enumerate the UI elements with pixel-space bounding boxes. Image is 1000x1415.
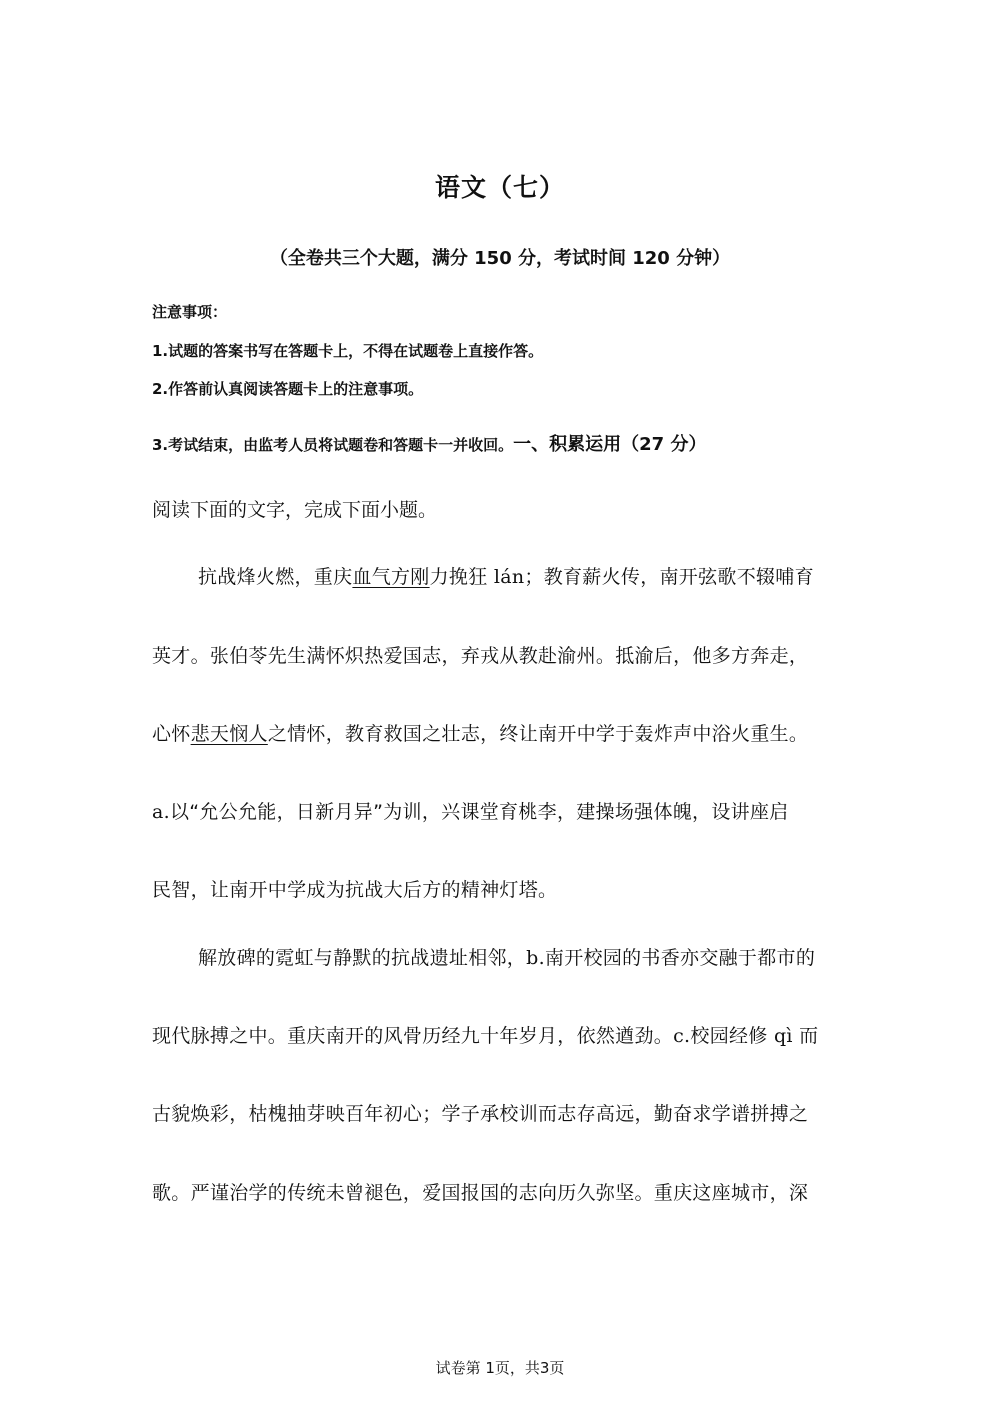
notice-heading: 注意事项： [152,303,228,321]
pinyin-blank: lán [493,566,525,588]
underlined-phrase: 悲天悯人 [190,723,268,745]
passage-text: 之情怀，教育救国之壮志，终让南开中学于轰炸声中浴火重生。 [267,723,809,745]
passage-line-1 [198,562,814,589]
sentence-marker: b. [526,947,545,969]
passage-line-9: 歌。严谨治学的传统未曾褪色，爱国报国的志向历久弥坚。重庆这座城市，深 [152,1182,809,1204]
passage-line-3 [152,719,808,746]
passage-text: 而 [792,1025,819,1047]
underlined-phrase: 血气方刚 [352,566,430,588]
pinyin-blank: qì [773,1025,793,1047]
notice-item-3: 3.考试结束，由监考人员将试题卷和答题卡一并收回。 [152,436,514,454]
exam-subtitle: （全卷共三个大题，满分 150 分，考试时间 120 分钟） [269,248,731,269]
passage-text: ；教育薪火传，南开弦歌不辍哺育 [524,566,814,588]
notice-item-3-line [152,430,706,456]
notice-item-1: 1.试题的答案书写在答题卡上，不得在试题卷上直接作答。 [152,342,544,360]
page-footer: 试卷第 1页，共3页 [435,1359,565,1377]
passage-line-8: 古貌焕彩，枯槐抽芽映百年初心；学子承校训而志存高远，勤奋求学谱拼搏之 [152,1103,809,1125]
passage-line-7 [152,1021,818,1048]
passage-text: 南开校园的书香亦交融于都市的 [544,947,816,969]
instruction-text: 阅读下面的文字，完成下面小题。 [152,499,438,521]
notice-item-2: 2.作答前认真阅读答题卡上的注意事项。 [152,380,424,398]
passage-text: 以“允公允能，日新月异”为训，兴课堂育桃李，建操场强体魄，设讲座启 [169,801,789,823]
section-heading: 一、积累运用（27 分） [513,434,707,455]
passage-text: 抗战烽火燃，重庆 [198,566,353,588]
passage-line-6 [198,943,815,970]
passage-text: 现代脉搏之中。重庆南开的风骨历经九十年岁月，依然遒劲。 [152,1025,674,1047]
passage-text: 心怀 [152,723,191,745]
passage-text: 校园经修 [690,1025,774,1047]
passage-line-2: 英才。张伯苓先生满怀炽热爱国志，弃戎从教赴渝州。抵渝后，他多方奔走， [152,645,809,667]
sentence-marker: a. [152,801,170,823]
sentence-marker: c. [673,1025,691,1047]
passage-text: 解放碑的霓虹与静默的抗战遗址相邻， [198,947,527,969]
passage-line-5: 民智，让南开中学成为抗战大后方的精神灯塔。 [152,879,558,901]
passage-text: 力挽狂 [429,566,494,588]
passage-line-4 [152,797,789,824]
exam-title: 语文（七） [434,173,565,202]
